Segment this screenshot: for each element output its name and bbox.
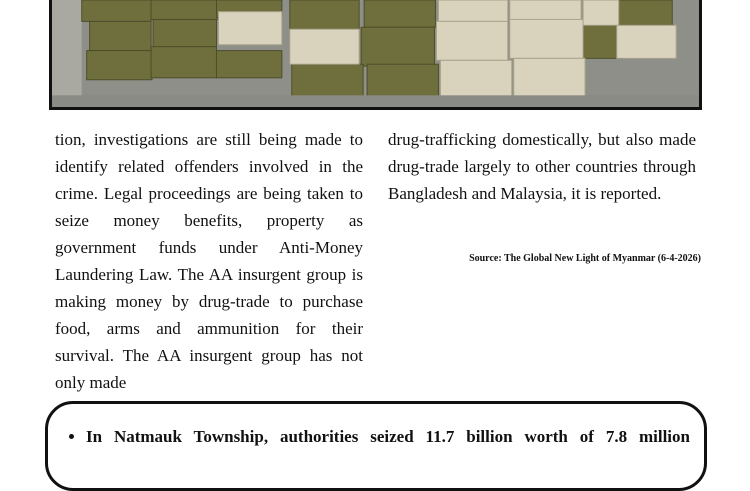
seized-drugs-photo [49,0,702,110]
article-left-text: tion, investigations are still being made to identify related offenders involved in the crime. Legal proceedings are being taken to seize money benefits, property as government funds under Anti-Money Laundering Law. The AA insurgent group is making money by drug-trade to purchase food, arms and ammunition for their survival. The AA insurgent group has not only made [55,130,363,392]
article-right-column [388,126,696,207]
source-citation: Source: The Global New Light of Myanmar (6-4-2026) [469,253,701,264]
callout-bullet-item: • In Natmauk Township, authorities seized 11.7 billion worth of 7.8 million [86,423,690,451]
drug-packages-image [52,0,699,107]
callout-box [45,401,707,491]
article-left-column [55,126,363,396]
article-right-text: drug-trafficking domestically, but also made drug-trade largely to other countries through Bangladesh and Malaysia, it is reported. [388,130,696,203]
callout-list [48,423,704,451]
